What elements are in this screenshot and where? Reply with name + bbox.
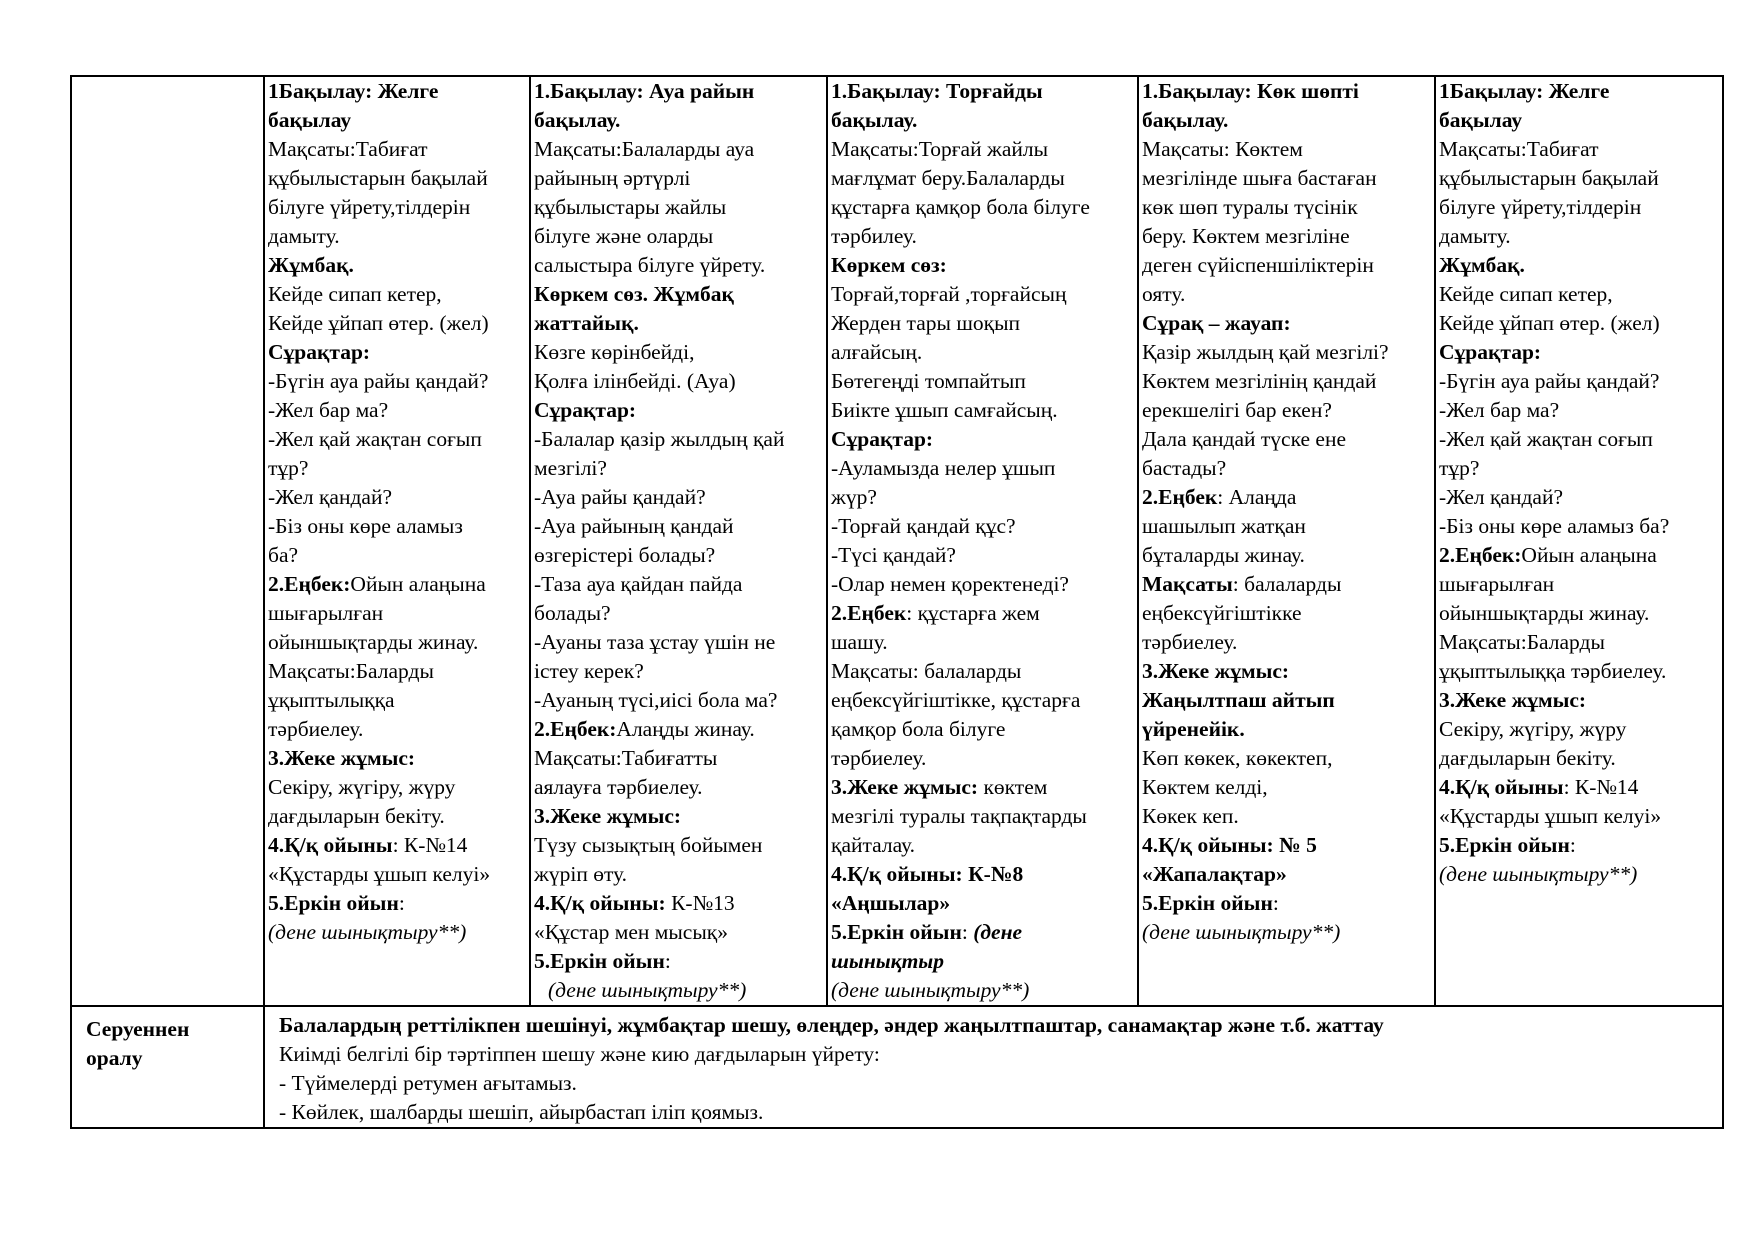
column-line: дамыту. xyxy=(1439,224,1511,248)
column-line: Торғай,торғай ,торғайсың xyxy=(831,282,1067,306)
column-line: -Ауламызда нелер ұшып xyxy=(831,456,1056,480)
column-line: Мақсаты:Балаларды ауа xyxy=(534,137,755,161)
column-line: ұқыптылыққа тәрбиелеу. xyxy=(1439,659,1667,683)
column-line: (дене шынықтыру**) xyxy=(548,978,747,1002)
column-line: тәрбиелеу. xyxy=(268,717,364,741)
column-line: «Аңшылар» xyxy=(831,891,951,915)
column-line: салыстыра білуге үйрету. xyxy=(534,253,766,277)
column-line: Жерден тары шоқып xyxy=(831,311,1021,335)
line-segment: : балаларды xyxy=(1232,572,1342,596)
column-line: Мақсаты:Баларды xyxy=(268,659,434,683)
column-line: еңбексүйгіштікке xyxy=(1142,601,1302,625)
column-line: -Біз оны көре аламыз ба? xyxy=(1439,514,1670,538)
column-line: құстарға қамқор бола білуге xyxy=(831,195,1090,219)
line-segment: К-№13 xyxy=(665,891,735,915)
column-line: Сұрақтар: xyxy=(534,398,637,422)
column-line: Жұмбақ. xyxy=(268,253,354,277)
column-line: бақылау. xyxy=(1142,108,1229,132)
column-line: шынықтыр xyxy=(831,949,944,973)
column-line: 4.Қ/қ ойыны: № 5 xyxy=(1142,833,1317,857)
column-line: мағлұмат беру.Балаларды xyxy=(831,166,1065,190)
line-segment: 5.Еркін ойын xyxy=(534,949,665,973)
column-line: бұталарды жинау. xyxy=(1142,543,1305,567)
column-line: бастады? xyxy=(1142,456,1227,480)
line-segment: көктем xyxy=(978,775,1048,799)
column-line: жүр? xyxy=(831,485,877,509)
column-line: Мақсаты:Табиғатты xyxy=(534,746,718,770)
column-line: құбылыстарын бақылай xyxy=(268,166,488,190)
column-line: -Балалар қазір жылдың қай xyxy=(534,427,785,451)
line-segment: 4.Қ/қ ойыны: xyxy=(534,891,666,915)
column-line: істеу керек? xyxy=(534,659,644,683)
column-line xyxy=(831,918,1134,947)
column-line: шығарылған xyxy=(1439,572,1555,596)
return-from-walk-row xyxy=(71,1006,1723,1128)
column-line: -Жел қандай? xyxy=(268,485,393,509)
column-line: Көктем мезгілінің қандай xyxy=(1142,369,1377,393)
column-line: 1.Бақылау: Ауа райын xyxy=(534,79,755,103)
row-label-line: оралу xyxy=(86,1046,143,1070)
column-line: 4.Қ/қ ойыны: К-№8 xyxy=(831,862,1024,886)
column-line: жаттайық. xyxy=(534,311,639,335)
line-segment: Ойын алаңына xyxy=(1521,543,1657,567)
column-line: 1Бақылау: Желге xyxy=(268,79,439,103)
line-segment: : xyxy=(398,891,405,915)
return-line: - Көйлек, шалбарды шешіп, айырбастап іліп қоямыз. xyxy=(279,1100,764,1124)
line-segment: Мақсаты xyxy=(1142,572,1233,596)
line-segment: 2.Еңбек: xyxy=(534,717,617,741)
column-line: деген сүйіспеншіліктерін xyxy=(1142,253,1374,277)
column-line xyxy=(534,715,823,744)
column-line: Мақсаты:Табиғат xyxy=(1439,137,1599,161)
return-heading: Балалардың реттілікпен шешінуі, жұмбақтар шешу, өлеңдер, әндер жаңылтпаштар, санамақтар және т.б. жаттау xyxy=(279,1013,1384,1037)
column-line: -Бүгін ауа райы қандай? xyxy=(1439,369,1660,393)
line-segment: 5.Еркін ойын xyxy=(831,920,962,944)
column-line: ұқыптылыққа xyxy=(268,688,395,712)
line-segment: 2.Еңбек: xyxy=(268,572,351,596)
column-line: құбылыстары жайлы xyxy=(534,195,727,219)
column-line: -Таза ауа қайдан пайда xyxy=(534,572,743,596)
day-column-3 xyxy=(827,76,1138,1006)
column-line: -Жел қай жақтан соғып xyxy=(268,427,482,451)
column-line: Сұрақтар: xyxy=(268,340,371,364)
line-segment: 2.Еңбек: xyxy=(1439,543,1522,567)
column-line: Мақсаты: балаларды xyxy=(831,659,1022,683)
column-line: Секіру, жүгіру, жүру xyxy=(1439,717,1627,741)
column-line xyxy=(268,889,526,918)
column-line: Кейде сипап кетер, xyxy=(268,282,442,306)
column-line: Сұрақтар: xyxy=(1439,340,1542,364)
column-line: Көркем сөз. Жұмбақ xyxy=(534,282,734,306)
column-line: білуге және оларды xyxy=(534,224,714,248)
column-line: райының әртүрлі xyxy=(534,166,691,190)
line-segment: : xyxy=(1272,891,1279,915)
column-line: Қолға ілінбейді. (Ауа) xyxy=(534,369,736,393)
column-line: үйренейік. xyxy=(1142,717,1245,741)
column-line: Түзу сызықтың бойымен xyxy=(534,833,763,857)
line-segment: 5.Еркін ойын xyxy=(1142,891,1273,915)
column-line xyxy=(831,599,1134,628)
schedule-table xyxy=(70,75,1724,1129)
column-line: бақылау xyxy=(1439,108,1523,132)
line-segment: : xyxy=(664,949,671,973)
line-segment: : xyxy=(1569,833,1576,857)
column-line: Көзге көрінбейді, xyxy=(534,340,695,364)
column-line xyxy=(1439,831,1719,860)
line-segment: : К-№14 xyxy=(1563,775,1639,799)
column-line: 3.Жеке жұмыс: xyxy=(534,804,682,828)
line-segment: 2.Еңбек xyxy=(831,601,907,625)
column-line: -Торғай қандай құс? xyxy=(831,514,1016,538)
column-line: шығарылған xyxy=(268,601,384,625)
column-line: мезгілі? xyxy=(534,456,607,480)
line-segment: : Алаңда xyxy=(1217,485,1297,509)
column-line: білуге үйрету,тілдерін xyxy=(1439,195,1642,219)
column-line: Кейде сипап кетер, xyxy=(1439,282,1613,306)
column-line: Көкек кеп. xyxy=(1142,804,1239,828)
column-line: -Ауаның түсі,иісі бола ма? xyxy=(534,688,778,712)
column-line: (дене шынықтыру**) xyxy=(1439,862,1638,886)
line-segment: 5.Еркін ойын xyxy=(268,891,399,915)
column-line: (дене шынықтыру**) xyxy=(268,920,467,944)
column-line: шашу. xyxy=(831,630,888,654)
line-segment: Ойын алаңына xyxy=(350,572,486,596)
column-line: Қазір жылдың қай мезгілі? xyxy=(1142,340,1389,364)
day-column-2 xyxy=(530,76,827,1006)
column-line: -Жел бар ма? xyxy=(268,398,389,422)
column-line: 1.Бақылау: Көк шөпті xyxy=(1142,79,1359,103)
line-segment: 5.Еркін ойын xyxy=(1439,833,1570,857)
column-line: 3.Жеке жұмыс: xyxy=(268,746,416,770)
column-line: тәрбиелеу. xyxy=(831,746,927,770)
column-line: дағдыларын бекіту. xyxy=(268,804,445,828)
column-line: ойыншықтарды жинау. xyxy=(268,630,479,654)
column-line: Мақсаты: Көктем xyxy=(1142,137,1303,161)
column-line: дағдыларын бекіту. xyxy=(1439,746,1616,770)
column-line: ойыншықтарды жинау. xyxy=(1439,601,1650,625)
column-line: тұр? xyxy=(268,456,309,480)
line-segment: 2.Еңбек xyxy=(1142,485,1218,509)
column-line xyxy=(268,570,526,599)
column-line: -Жел қай жақтан соғып xyxy=(1439,427,1653,451)
column-line: Дала қандай түске ене xyxy=(1142,427,1347,451)
column-line: ба? xyxy=(268,543,299,567)
column-line: Биікте ұшып самғайсың. xyxy=(831,398,1058,422)
column-line: -Бүгін ауа райы қандай? xyxy=(268,369,489,393)
walk-activities-row xyxy=(71,76,1723,1006)
column-line: (дене шынықтыру**) xyxy=(831,978,1030,1002)
column-line: шашылып жатқан xyxy=(1142,514,1306,538)
column-line: 1Бақылау: Желге xyxy=(1439,79,1610,103)
column-line xyxy=(1439,773,1719,802)
column-line: құбылыстарын бақылай xyxy=(1439,166,1659,190)
column-line: тәрбиелеу. xyxy=(1142,630,1238,654)
column-line: Мақсаты:Табиғат xyxy=(268,137,428,161)
column-line: Көркем сөз: xyxy=(831,253,947,277)
column-line: Кейде ұйпап өтер. (жел) xyxy=(268,311,489,335)
column-line: Көп көкек, көкектеп, xyxy=(1142,746,1333,770)
column-line: Жаңылтпаш айтып xyxy=(1142,688,1335,712)
column-line: бақылау. xyxy=(831,108,918,132)
column-line: қайталау. xyxy=(831,833,916,857)
column-line: 3.Жеке жұмыс: xyxy=(1142,659,1290,683)
column-line: Кейде ұйпап өтер. (жел) xyxy=(1439,311,1660,335)
column-line: Сұрақтар: xyxy=(831,427,934,451)
column-line: дамыту. xyxy=(268,224,340,248)
return-line: - Түймелерді ретумен ағытамыз. xyxy=(279,1071,577,1095)
column-line: ерекшелігі бар екен? xyxy=(1142,398,1332,422)
column-line: бақылау xyxy=(268,108,352,132)
day-column-4 xyxy=(1138,76,1435,1006)
column-line: мезгілі туралы тақпақтарды xyxy=(831,804,1087,828)
column-line: -Ауа райы қандай? xyxy=(534,485,706,509)
line-segment: Алаңды жинау. xyxy=(616,717,755,741)
column-line: «Жапалақтар» xyxy=(1142,862,1287,886)
line-segment: 4.Қ/қ ойыны xyxy=(1439,775,1564,799)
column-line: бақылау. xyxy=(534,108,621,132)
column-line: алғайсың. xyxy=(831,340,923,364)
column-line: еңбексүйгіштікке, құстарға xyxy=(831,688,1081,712)
row-label-return-from-walk xyxy=(71,1006,264,1128)
column-line: болады? xyxy=(534,601,611,625)
return-line: Киімді белгілі бір тәртіппен шешу және кию дағдыларын үйрету: xyxy=(279,1042,880,1066)
column-line: көк шөп туралы түсінік xyxy=(1142,195,1358,219)
row-label-line: Серуеннен xyxy=(86,1017,190,1041)
column-line: 1.Бақылау: Торғайды xyxy=(831,79,1043,103)
column-line: -Олар немен қоректенеді? xyxy=(831,572,1069,596)
column-line: (дене шынықтыру**) xyxy=(1142,920,1341,944)
line-segment: (дене xyxy=(973,920,1023,944)
column-line: Бөтегеңді томпайтып xyxy=(831,369,1026,393)
column-line xyxy=(1142,570,1431,599)
line-segment: : К-№14 xyxy=(392,833,468,857)
column-line: өзгерістері болады? xyxy=(534,543,716,567)
column-line: «Құстар мен мысық» xyxy=(534,920,728,944)
column-line: Секіру, жүгіру, жүру xyxy=(268,775,456,799)
line-segment: 3.Жеке жұмыс: xyxy=(831,775,979,799)
column-line xyxy=(1439,541,1719,570)
column-line: -Жел бар ма? xyxy=(1439,398,1560,422)
column-line xyxy=(1142,889,1431,918)
column-line: -Жел қандай? xyxy=(1439,485,1564,509)
column-line: «Құстарды ұшып келуі» xyxy=(268,862,491,886)
column-line: тәрбилеу. xyxy=(831,224,917,248)
column-line: -Ауа райының қандай xyxy=(534,514,734,538)
column-line: аялауға тәрбиелеу. xyxy=(534,775,703,799)
column-line: білуге үйрету,тілдерін xyxy=(268,195,471,219)
column-line: Мақсаты:Баларды xyxy=(1439,630,1605,654)
column-line: мезгілінде шыға бастаған xyxy=(1142,166,1377,190)
column-line: Сұрақ – жауап: xyxy=(1142,311,1291,335)
column-line: беру. Көктем мезгіліне xyxy=(1142,224,1350,248)
day-column-1 xyxy=(264,76,530,1006)
column-line: қамқор бола білуге xyxy=(831,717,1006,741)
line-segment: : құстарға жем xyxy=(906,601,1040,625)
column-line: -Түсі қандай? xyxy=(831,543,956,567)
line-segment: : xyxy=(961,920,974,944)
column-line: жүріп өту. xyxy=(534,862,628,886)
column-line: «Құстарды ұшып келуі» xyxy=(1439,804,1662,828)
row-label-cell-empty xyxy=(71,76,264,1006)
column-line: Көктем келді, xyxy=(1142,775,1268,799)
column-line xyxy=(534,947,823,976)
column-line xyxy=(534,889,823,918)
line-segment: 4.Қ/қ ойыны xyxy=(268,833,393,857)
column-line: -Ауаны таза ұстау үшін не xyxy=(534,630,776,654)
column-line xyxy=(1142,483,1431,512)
day-column-5 xyxy=(1435,76,1723,1006)
column-line: 3.Жеке жұмыс: xyxy=(1439,688,1587,712)
column-line xyxy=(268,831,526,860)
column-line: тұр? xyxy=(1439,456,1480,480)
column-line xyxy=(831,773,1134,802)
column-line: Мақсаты:Торғай жайлы xyxy=(831,137,1049,161)
column-line: -Біз оны көре аламыз xyxy=(268,514,463,538)
column-line: Жұмбақ. xyxy=(1439,253,1525,277)
return-from-walk-content xyxy=(264,1006,1723,1128)
column-line: ояту. xyxy=(1142,282,1186,306)
